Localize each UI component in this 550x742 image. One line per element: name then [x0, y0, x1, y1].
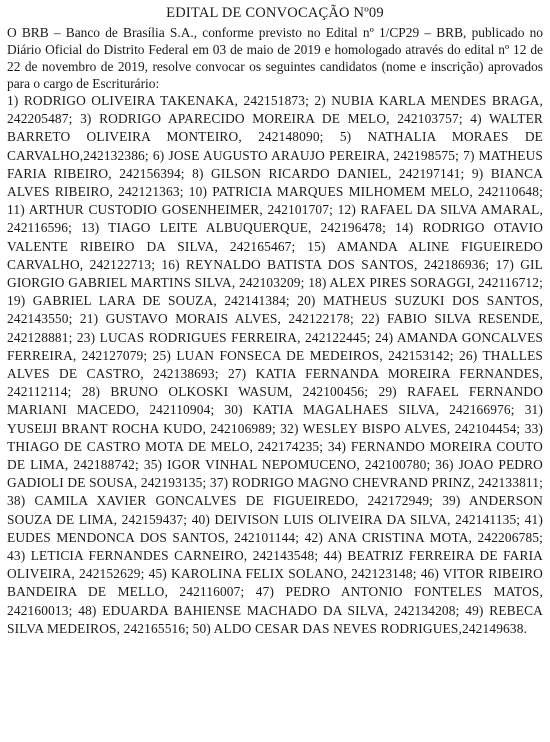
candidate-entry: 35) IGOR VINHAL NEPOMUCENO, 242100780; — [143, 457, 431, 473]
candidate-entry: 12) RAFAEL DA SILVA AMARAL, 242116596; — [7, 202, 543, 236]
candidate-entry: 27) KATIA FERNANDA MOREIRA FERNANDES, 242112114; — [7, 366, 543, 400]
candidate-entry: 15) AMANDA ALINE FIGUEIREDO CARVALHO, 242122713; — [7, 238, 543, 272]
candidate-entry: 19) GABRIEL LARA DE SOUZA, 242141384; — [7, 293, 290, 309]
candidate-entry: 37) RODRIGO MAGNO CHEVRAND PRINZ, 242133811; — [209, 475, 543, 491]
candidate-entry: 2) NUBIA KARLA MENDES BRAGA, 242205487; — [7, 93, 543, 127]
candidate-entry: 45) KAROLINA FELIX SOLANO, 242123148; — [148, 566, 417, 582]
candidate-entry: 13) TIAGO LEITE ALBUQUERQUE, 242196478; — [81, 220, 387, 236]
candidate-entry: 14) RODRIGO OTAVIO VALENTE RIBEIRO DA SILVA, 242165467; — [7, 220, 544, 254]
candidate-entry: 29) RAFAEL FERNANDO MARIANI MACEDO, 242110904; — [7, 384, 544, 418]
candidate-entry: 23) LUCAS RODRIGUES FERREIRA, 242122445; — [76, 329, 371, 345]
candidate-entry: 38) CAMILA XAVIER GONCALVES DE FIGUEIREDO, 242172949; — [7, 493, 434, 509]
candidate-entry: 34) FERNANDO MOREIRA COUTO DE LIMA, 242188742; — [7, 438, 544, 473]
candidate-entry: 11) ARTHUR CUSTODIO GOSENHEIMER, 242101707; — [7, 202, 333, 218]
candidate-entry: 24) AMANDA GONCALVES FERREIRA, 242127079; — [7, 329, 543, 363]
candidate-entry: 48) EDUARDA BAHIENSE MACHADO DA SILVA, 242134208; — [78, 602, 460, 618]
candidate-entry: 26) THALLES ALVES DE CASTRO, 242138693; — [7, 347, 544, 382]
candidate-entry: 46) VITOR RIBEIRO BANDEIRA DE MELLO, 242116007; — [7, 566, 543, 600]
candidate-entry: 43) LETICIA FERNANDES CARNEIRO, 242143548; — [7, 548, 319, 564]
candidate-entry: 42) ANA CRISTINA MOTA, 242206785; — [304, 529, 544, 545]
candidate-entry: 25) LUAN FONSECA DE MEDEIROS, 242153142; — [152, 347, 454, 363]
candidate-entry: 32) WESLEY BISPO ALVES, 242104454; — [280, 420, 521, 436]
candidate-entry: 44) BEATRIZ FERREIRA DE FARIA OLIVEIRA, 242152629; — [7, 548, 544, 582]
candidate-entry: 4) WALTER BARRETO OLIVEIRA MONTEIRO, 242148090; — [7, 111, 544, 145]
candidate-entry: 9) BIANCA ALVES RIBEIRO, 242121363; — [7, 165, 544, 200]
candidate-entry: 31) YUSEIJI BRANT ROCHA KUDO, 242106989; — [7, 402, 543, 436]
candidate-entry: 3) RODRIGO APARECIDO MOREIRA DE MELO, 242103757; — [80, 111, 463, 127]
candidate-entry: 47) PEDRO ANTONIO FONTELES MATOS, 242160013; — [7, 584, 543, 618]
candidate-entry: 36) JOAO PEDRO GADIOLI DE SOUSA, 242193135; — [7, 457, 544, 491]
candidate-entry: 7) MATHEUS FARIA RIBEIRO, 242156394; — [7, 147, 543, 181]
candidate-entry: 49) REBECA SILVA MEDEIROS, 242165516; — [7, 602, 543, 636]
candidate-entry: 5) NATHALIA MORAES DE CARVALHO,242132386; — [7, 129, 543, 163]
candidate-list — [7, 92, 543, 638]
candidate-entry: 41) EUDES MENDONCA DOS SANTOS, 242101144; — [7, 511, 544, 545]
edital-title: EDITAL DE CONVOCAÇÃO Nº09 — [166, 5, 384, 21]
candidate-entry: 39) ANDERSON SOUZA DE LIMA, 242159437; — [7, 493, 543, 527]
candidate-entry: 20) MATHEUS SUZUKI DOS SANTOS, 242143550; — [7, 293, 543, 327]
candidate-entry: 17) GIL GIORGIO GABRIEL MARTINS SILVA, 242103209; — [7, 256, 543, 291]
candidate-entry: 8) GILSON RICARDO DANIEL, 242197141; — [192, 165, 465, 181]
candidate-entry: 21) GUSTAVO MORAIS ALVES, 242122178; — [79, 311, 354, 327]
candidate-entry: 18) ALEX PIRES SORAGGI, 242116712; — [308, 275, 543, 291]
candidate-entry: 28) BRUNO OLKOSKI WASUM, 242100456; — [81, 384, 369, 400]
candidate-entry: 16) REYNALDO BATISTA DOS SANTOS, 242186936; — [161, 256, 490, 272]
candidate-entry: 1) RODRIGO OLIVEIRA TAKENAKA, 242151873; — [7, 93, 309, 108]
candidate-entry: 10) PATRICIA MARQUES MILHOMEM MELO, 242110648; — [188, 184, 543, 200]
candidate-entry: 22) FABIO SILVA RESENDE, 242128881; — [7, 311, 544, 345]
candidate-entry: 30) KATIA MAGALHAES SILVA, 242166976; — [224, 402, 515, 418]
candidate-entry: 33) THIAGO DE CASTRO MOTA DE MELO, 242174235; — [7, 420, 544, 454]
candidate-entry: 6) JOSE AUGUSTO ARAUJO PEREIRA, 242198575; — [152, 147, 459, 163]
edital-intro: O BRB – Banco de Brasília S.A., conforme previsto no Edital nº 1/CP29 – BRB, publicado no Diário Oficial do Distrito Federal em 03 de maio de 2019 e homologado através do edital nº 12 de 22 de novembro de 2019, resolve convocar os seguintes candidatos (nome e inscrição) aprovados para o cargo de Escriturário: — [7, 25, 543, 91]
candidate-entry: 50) ALDO CESAR DAS NEVES RODRIGUES,242149638. — [192, 620, 528, 636]
candidate-entry: 40) DEIVISON LUIS OLIVEIRA DA SILVA, 242141135; — [191, 511, 521, 527]
